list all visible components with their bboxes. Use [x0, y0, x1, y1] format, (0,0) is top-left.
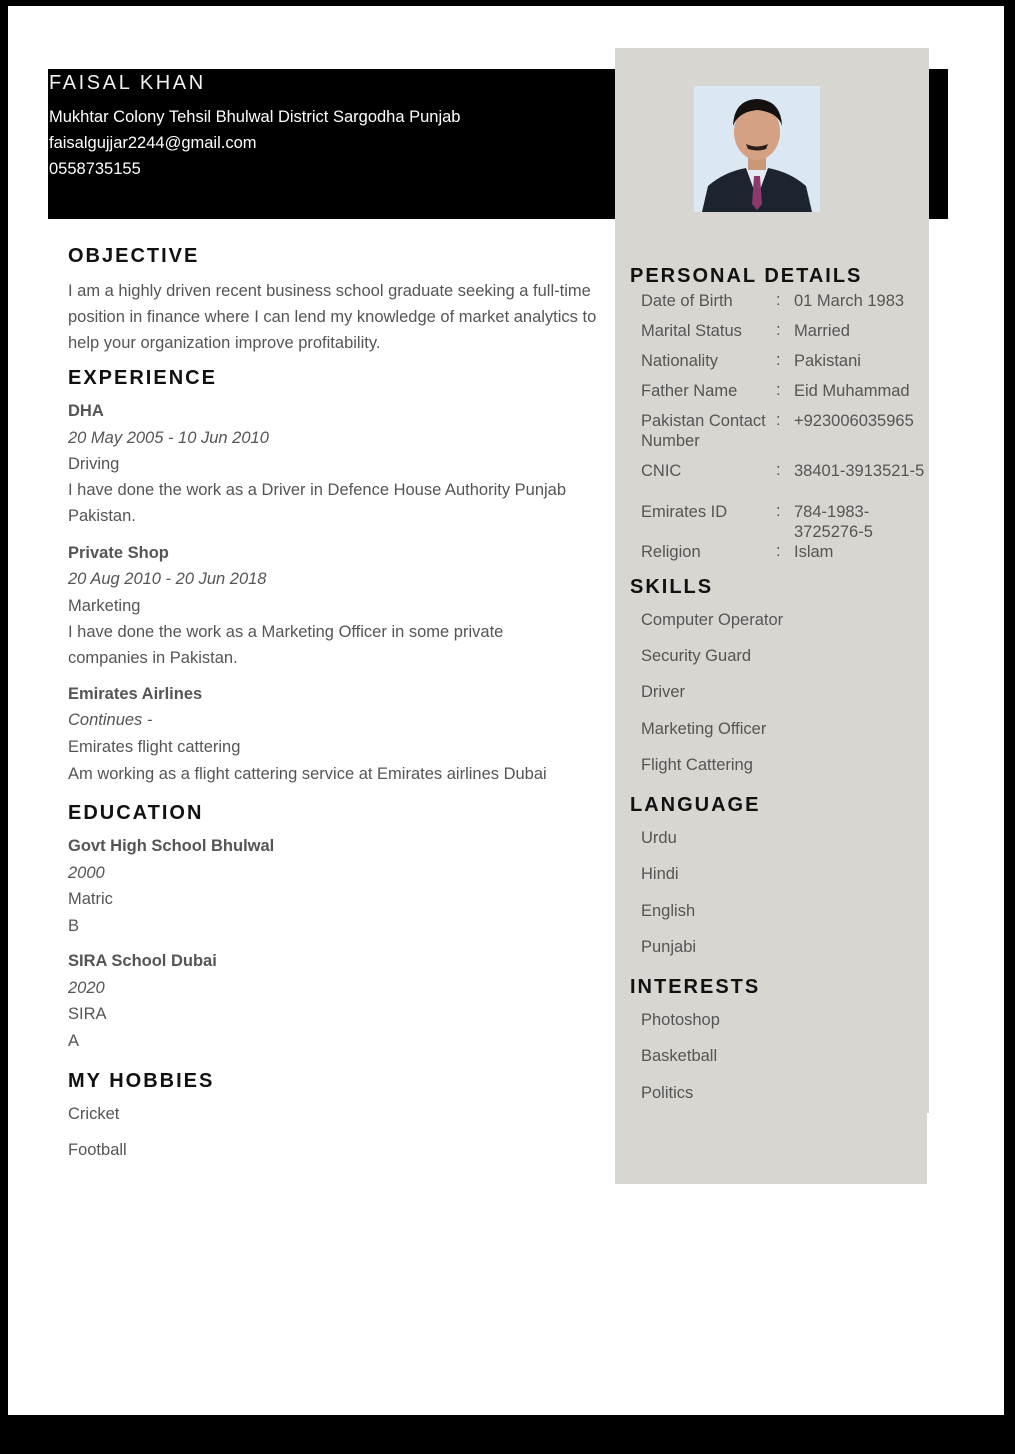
education-grade: A: [68, 1032, 80, 1050]
skills-title: SKILLS: [630, 576, 714, 598]
hobby-item: Football: [68, 1141, 127, 1159]
experience-date: 20 Aug 2010 - 20 Jun 2018: [68, 570, 267, 588]
language-title: LANGUAGE: [630, 794, 761, 816]
personal-value: +923006035965: [794, 412, 914, 430]
interest-item: Basketball: [641, 1047, 718, 1065]
personal-value: Pakistani: [794, 352, 861, 370]
experience-role: Driving: [68, 455, 120, 473]
experience-desc: Am working as a flight cattering service at Emirates airlines Dubai: [68, 765, 547, 783]
education-title: EDUCATION: [68, 802, 204, 824]
experience-org: DHA: [68, 402, 104, 420]
language-item: Urdu: [641, 829, 677, 847]
personal-label: Marital Status: [641, 322, 742, 340]
skill-item: Marketing Officer: [641, 720, 767, 738]
personal-value: Eid Muhammad: [794, 382, 910, 400]
address: Mukhtar Colony Tehsil Bhulwal District Sargodha Punjab: [49, 108, 461, 126]
personal-colon: :: [776, 321, 781, 339]
personal-label: Nationality: [641, 352, 719, 370]
experience-desc: I have done the work as a Driver in Defence House Authority Punjab Pakistan.: [68, 481, 567, 525]
personal-label: Emirates ID: [641, 503, 728, 521]
personal-details-title: PERSONAL DETAILS: [630, 265, 863, 287]
personal-colon: :: [776, 411, 781, 429]
language-item: English: [641, 902, 696, 920]
experience-title: EXPERIENCE: [68, 367, 217, 389]
experience-date: Continues -: [68, 711, 153, 729]
skill-item: Driver: [641, 683, 685, 701]
personal-colon: :: [776, 542, 781, 560]
personal-colon: :: [776, 381, 781, 399]
personal-value: 38401-3913521-5: [794, 462, 925, 480]
personal-value: 784-1983-3725276-5: [794, 503, 873, 541]
education-year: 2000: [68, 864, 105, 882]
interest-item: Photoshop: [641, 1011, 720, 1029]
interests-title: INTERESTS: [630, 976, 761, 998]
hobbies-title: MY HOBBIES: [68, 1070, 215, 1092]
experience-role: Marketing: [68, 597, 141, 615]
personal-label: Father Name: [641, 382, 738, 400]
personal-colon: :: [776, 291, 781, 309]
personal-colon: :: [776, 351, 781, 369]
personal-label: CNIC: [641, 462, 682, 480]
education-grade: B: [68, 917, 80, 935]
profile-photo: [694, 86, 820, 212]
candidate-name: FAISAL KHAN: [49, 72, 206, 94]
language-item: Hindi: [641, 865, 679, 883]
experience-org: Private Shop: [68, 544, 169, 562]
education-school: SIRA School Dubai: [68, 952, 217, 970]
experience-role: Emirates flight cattering: [68, 738, 241, 756]
personal-value: 01 March 1983: [794, 292, 905, 310]
personal-label: Date of Birth: [641, 292, 733, 310]
interest-item: Politics: [641, 1084, 694, 1102]
personal-colon: :: [776, 502, 781, 520]
education-year: 2020: [68, 979, 105, 997]
education-school: Govt High School Bhulwal: [68, 837, 275, 855]
hobby-item: Cricket: [68, 1105, 120, 1123]
skill-item: Security Guard: [641, 647, 752, 665]
education-degree: SIRA: [68, 1005, 107, 1023]
phone: 0558735155: [49, 160, 141, 178]
education-degree: Matric: [68, 890, 113, 908]
personal-label: Religion: [641, 543, 701, 561]
personal-value: Married: [794, 322, 850, 340]
personal-value: Islam: [794, 543, 834, 561]
objective-text: I am a highly driven recent business school graduate seeking a full-time position in finance where I can lend my knowledge of market analytics to help your organization improve profitability.: [68, 282, 597, 352]
language-item: Punjabi: [641, 938, 697, 956]
personal-colon: :: [776, 461, 781, 479]
email: faisalgujjar2244@gmail.com: [49, 134, 257, 152]
personal-label: Pakistan Contact Number: [641, 412, 766, 450]
experience-org: Emirates Airlines: [68, 685, 203, 703]
skill-item: Computer Operator: [641, 611, 784, 629]
objective-title: OBJECTIVE: [68, 245, 200, 267]
sidebar-bottom: [615, 1110, 927, 1184]
experience-date: 20 May 2005 - 10 Jun 2010: [68, 429, 269, 447]
experience-desc: I have done the work as a Marketing Officer in some private companies in Pakistan.: [68, 623, 504, 667]
skill-item: Flight Cattering: [641, 756, 753, 774]
